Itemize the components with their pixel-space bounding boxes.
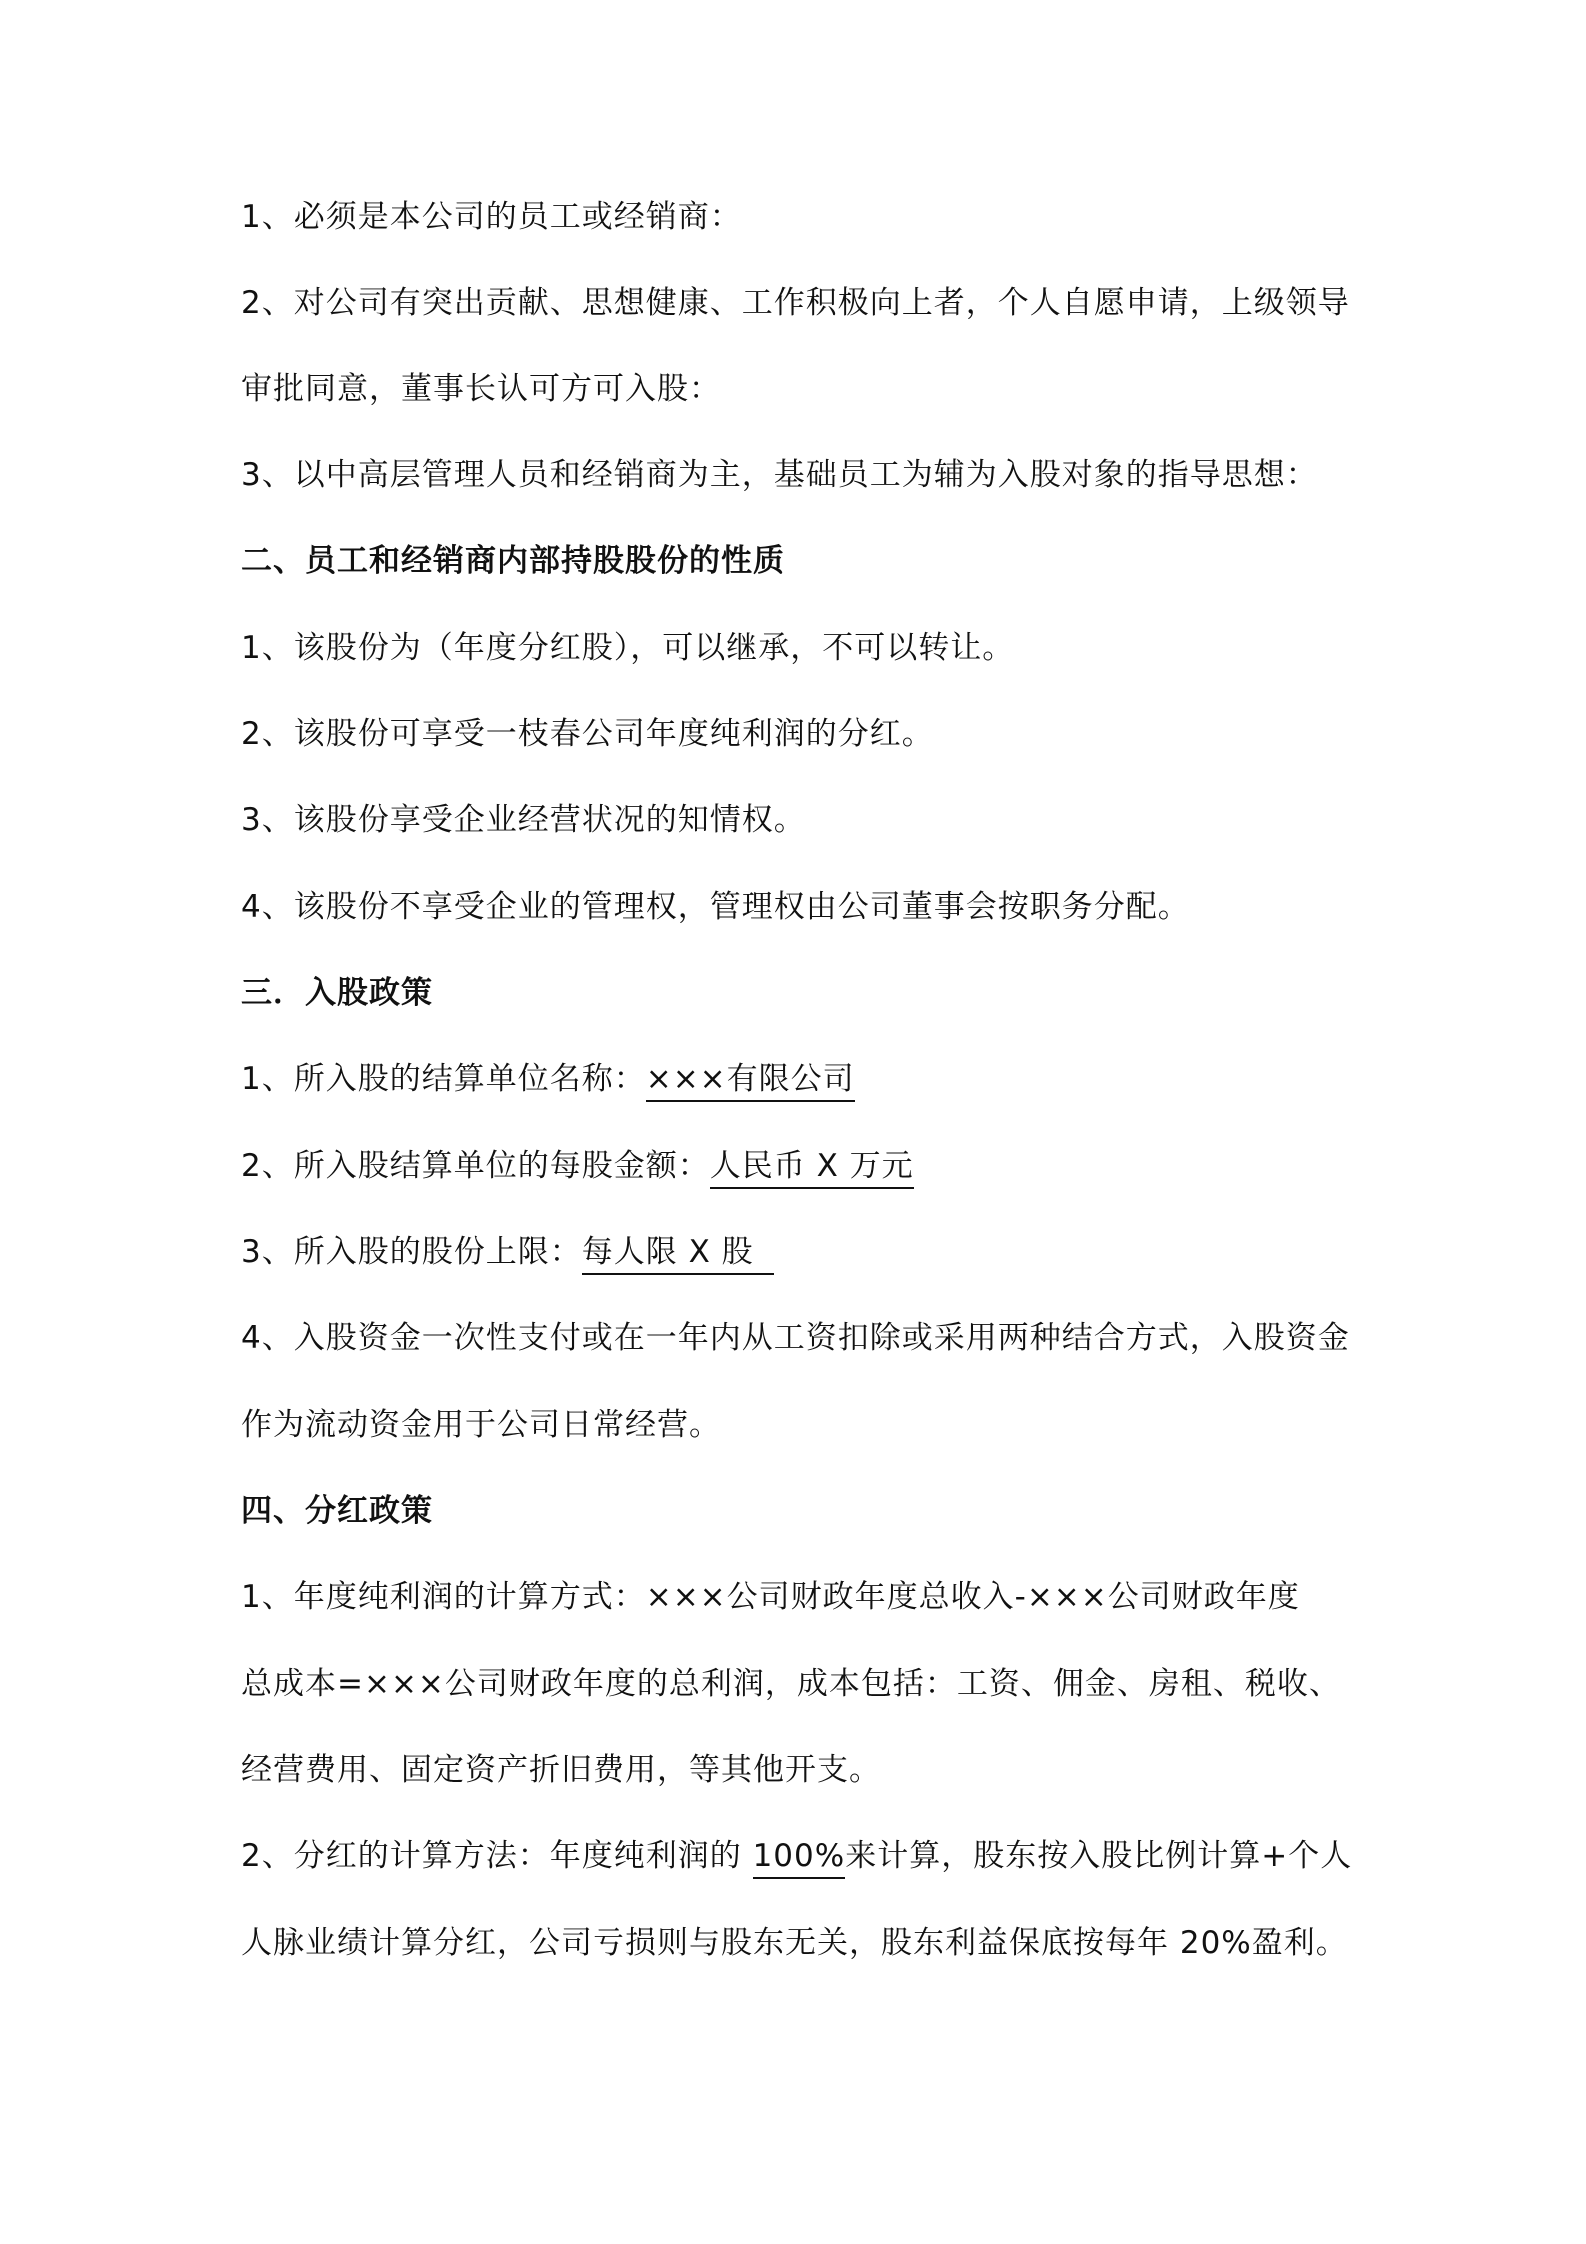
- section4-item1-line3: 经营费用、固定资产折旧费用，等其他开支。: [241, 1752, 881, 1788]
- section3-item1-label: 1、所入股的结算单位名称：: [241, 1061, 646, 1097]
- section1-item3: 3、以中高层管理人员和经销商为主，基础员工为辅为入股对象的指导思想：: [241, 457, 1318, 493]
- section4-item1-line1: 1、年度纯利润的计算方式：×××公司财政年度总收入-×××公司财政年度: [241, 1579, 1300, 1615]
- section3-item3: [241, 1230, 774, 1275]
- section3-item4-line2: 作为流动资金用于公司日常经营。: [241, 1407, 721, 1443]
- section3-item2: [241, 1144, 914, 1189]
- section4-item2-pre: 2、分红的计算方法：年度纯利润的: [241, 1838, 753, 1874]
- section4-item2-line1: [241, 1834, 1352, 1879]
- section3-item2-label: 2、所入股结算单位的每股金额：: [241, 1148, 710, 1184]
- section4-item2-line2: 人脉业绩计算分红，公司亏损则与股东无关，股东利益保底按每年 20%盈利。: [241, 1925, 1348, 1961]
- section1-item2-line2: 审批同意，董事长认可方可入股：: [241, 371, 721, 407]
- section2-item1: 1、该股份为（年度分红股），可以继承，不可以转让。: [241, 630, 1015, 666]
- share-limit-field: 每人限 X 股: [582, 1232, 774, 1275]
- section2-item2: 2、该股份可享受一枝春公司年度纯利润的分红。: [241, 716, 934, 752]
- section3-heading: 三．入股政策: [241, 975, 433, 1011]
- section1-item1: 1、必须是本公司的员工或经销商：: [241, 199, 742, 235]
- section2-heading: 二、员工和经销商内部持股股份的性质: [241, 543, 785, 579]
- share-price-field: 人民币 X 万元: [710, 1146, 914, 1189]
- section3-item4-line1: 4、入股资金一次性支付或在一年内从工资扣除或采用两种结合方式，入股资金: [241, 1320, 1350, 1356]
- section4-heading: 四、分红政策: [241, 1493, 433, 1529]
- company-name-field: ×××有限公司: [646, 1059, 855, 1102]
- profit-percentage-field: 100%: [753, 1836, 846, 1879]
- section4-item2-post: 来计算，股东按入股比例计算+个人: [845, 1838, 1353, 1874]
- section2-item4: 4、该股份不享受企业的管理权，管理权由公司董事会按职务分配。: [241, 889, 1190, 925]
- section2-item3: 3、该股份享受企业经营状况的知情权。: [241, 802, 806, 838]
- section3-item1: [241, 1057, 855, 1102]
- section1-item2-line1: 2、对公司有突出贡献、思想健康、工作积极向上者，个人自愿申请，上级领导: [241, 285, 1350, 321]
- section3-item3-label: 3、所入股的股份上限：: [241, 1234, 582, 1270]
- section4-item1-line2: 总成本=×××公司财政年度的总利润，成本包括：工资、佣金、房租、税收、: [241, 1666, 1341, 1702]
